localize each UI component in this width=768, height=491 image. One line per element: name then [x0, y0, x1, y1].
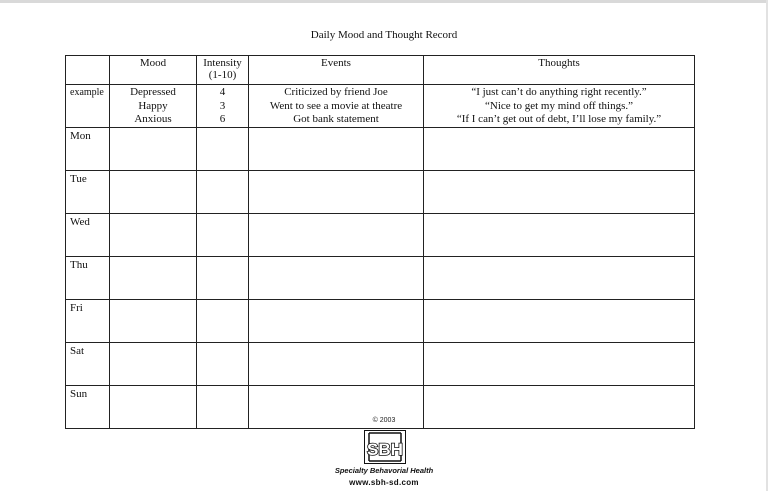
organization-name: Specialty Behavorial Health — [334, 466, 434, 475]
example-thoughts-cell[interactable] — [424, 85, 695, 128]
thoughts-cell[interactable] — [424, 128, 695, 171]
example-intensity: 6 — [219, 113, 226, 125]
mood-cell[interactable] — [110, 128, 197, 171]
day-label: Fri — [66, 300, 110, 343]
header-thoughts: Thoughts — [424, 56, 695, 85]
mood-cell[interactable] — [110, 257, 197, 300]
mood-cell[interactable] — [110, 343, 197, 386]
example-mood-cell[interactable] — [110, 85, 197, 128]
intensity-cell[interactable] — [197, 343, 249, 386]
example-intensity-cell[interactable] — [197, 85, 249, 128]
example-thought: “If I can’t get out of debt, I’ll lose my family.” — [456, 113, 662, 125]
day-row-fri — [66, 300, 695, 343]
events-cell[interactable] — [249, 343, 424, 386]
thoughts-cell[interactable] — [424, 343, 695, 386]
header-intensity — [197, 56, 249, 85]
header-day — [66, 56, 110, 85]
logo-text: SBH — [367, 440, 403, 459]
thoughts-cell[interactable] — [424, 257, 695, 300]
events-cell[interactable] — [249, 171, 424, 214]
intensity-cell[interactable] — [197, 214, 249, 257]
example-event: Got bank statement — [293, 113, 379, 125]
example-event: Went to see a movie at theatre — [269, 99, 403, 112]
mood-cell[interactable] — [110, 171, 197, 214]
day-label: Sat — [66, 343, 110, 386]
example-event: Criticized by friend Joe — [284, 86, 388, 98]
example-mood: Anxious — [134, 113, 172, 125]
events-cell[interactable] — [249, 257, 424, 300]
header-row — [66, 56, 695, 85]
day-label: Sun — [66, 386, 110, 429]
example-mood: Depressed — [130, 86, 176, 98]
events-cell[interactable] — [249, 214, 424, 257]
thoughts-cell[interactable] — [424, 300, 695, 343]
day-row-tue — [66, 171, 695, 214]
day-label: Tue — [66, 171, 110, 214]
intensity-cell[interactable] — [197, 257, 249, 300]
intensity-cell[interactable] — [197, 128, 249, 171]
events-cell[interactable] — [249, 300, 424, 343]
example-intensity: 3 — [219, 99, 226, 112]
example-thought: “I just can’t do anything right recently.” — [471, 86, 647, 98]
day-row-wed — [66, 214, 695, 257]
header-events: Events — [249, 56, 424, 85]
example-mood: Happy — [138, 99, 168, 112]
intensity-cell[interactable] — [197, 171, 249, 214]
example-row — [66, 85, 695, 128]
copyright-text: © 2003 — [372, 417, 396, 424]
day-label: Thu — [66, 257, 110, 300]
day-label: Mon — [66, 128, 110, 171]
sbh-logo — [364, 430, 406, 464]
mood-record-table — [65, 55, 695, 429]
day-row-mon — [66, 128, 695, 171]
example-intensity: 4 — [219, 86, 226, 98]
events-cell[interactable] — [249, 128, 424, 171]
day-row-sat — [66, 343, 695, 386]
mood-cell[interactable] — [110, 214, 197, 257]
example-thought: “Nice to get my mind off things.” — [485, 99, 633, 112]
thoughts-cell[interactable] — [424, 214, 695, 257]
intensity-cell[interactable] — [197, 300, 249, 343]
header-mood: Mood — [110, 56, 197, 85]
day-row-thu — [66, 257, 695, 300]
header-intensity-line2: (1-10) — [208, 69, 237, 81]
window-top-border — [0, 0, 768, 3]
day-label: Wed — [66, 214, 110, 257]
organization-url[interactable]: www.sbh-sd.com — [349, 478, 419, 487]
document-title: Daily Mood and Thought Record — [310, 29, 458, 41]
example-events-cell[interactable] — [249, 85, 424, 128]
sbh-logo-icon — [364, 430, 406, 464]
header-intensity-line1: Intensity — [203, 57, 242, 69]
example-label: example — [66, 85, 110, 128]
thoughts-cell[interactable] — [424, 171, 695, 214]
mood-cell[interactable] — [110, 300, 197, 343]
